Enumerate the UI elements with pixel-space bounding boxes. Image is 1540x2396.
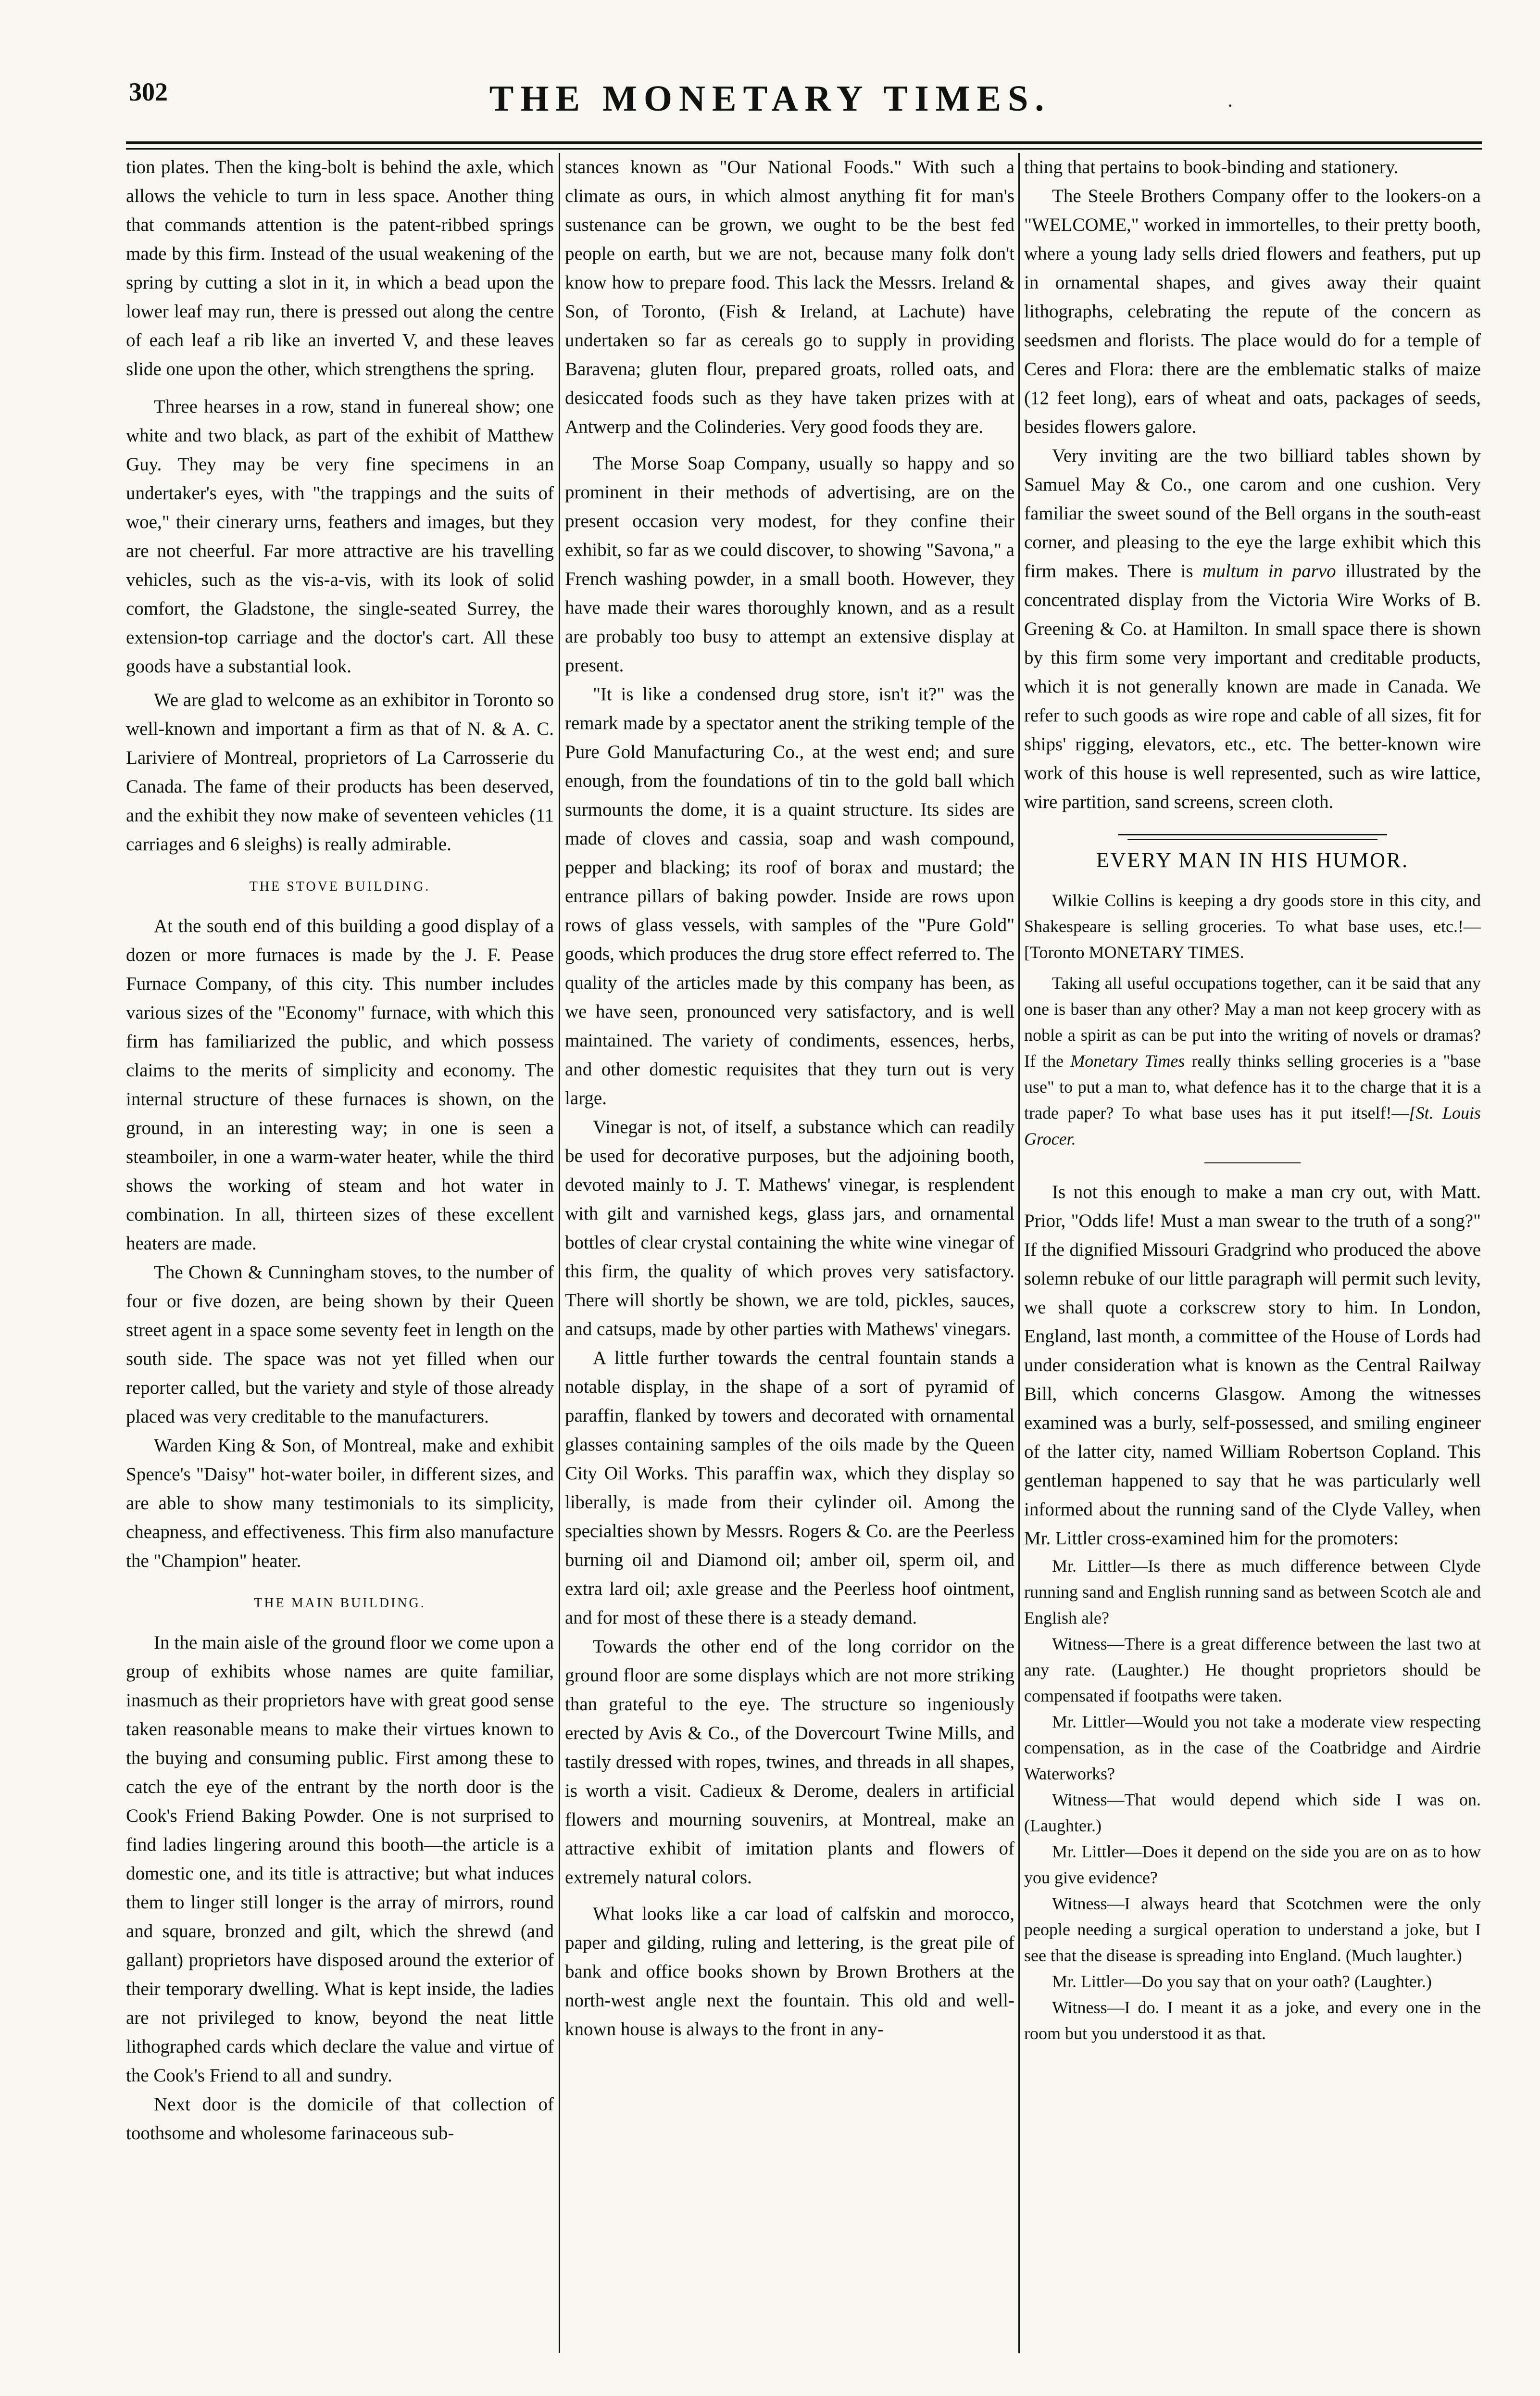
latin-phrase: multum in parvo	[1202, 561, 1336, 581]
heading-rule	[1118, 834, 1387, 835]
paragraph: tion plates. Then the king-bolt is behind the axle, which allows the vehicle to turn in less space. Another thing that commands attention is the patent-ribbed springs made by this firm. Instead of the usual weakening of the spring by cutting a slot in it, in which a bead upon the lower leaf may run, there is pressed out along the centre of each leaf a rib like an inverted V, and these leaves slide one upon the other, which strengthens the spring.	[126, 157, 554, 379]
dialogue-line: Mr. Littler—Would you not take a moderate view respecting compensation, as in the case of the Coatbridge and Airdrie Waterworks?	[1024, 1712, 1481, 1783]
dialogue-line: Witness—I do. I meant it as a joke, and every one in the room but you understood it as that.	[1024, 1998, 1481, 2043]
dialogue-line: Mr. Littler—Do you say that on your oath? (Laughter.)	[1052, 1972, 1432, 1991]
paragraph-text: Taking all useful occupations together, can it be said that any one is baser than any other? May a man not keep grocery with as noble a spirit as can be put into the writing of novels or dramas? If the	[1024, 973, 1481, 1071]
paragraph: In the main aisle of the ground floor we come upon a group of exhibits whose names are quite familiar, inasmuch as their proprietors have with great good sense taken reasonable means to make their virtues known to the buying and consuming public. First among these to catch the eye of the entrant by the north door is the Cook's Friend Baking Powder. One is not surprised to find ladies lingering around this booth—the article is a domestic one, and its title is attractive; but what induces them to linger still longer is the array of mirrors, round and square, bronzed and gilt, which the shrewd (and gallant) proprietors have disposed around the exterior of their temporary dwelling. What is kept inside, the ladies are not privileged to know, beyond the neat little lithographed cards which declare the value and virtue of the Cook's Friend to all and sundry.	[126, 1632, 554, 2086]
paragraph: Is not this enough to make a man cry out, with Matt. Prior, "Odds life! Must a man swear to the truth of a song?" If the dignified Missouri Gradgrind who produced the above solemn rebuke of our little paragraph will permit such levity, we shall quote a corkscrew story to him. In London, England, last month, a committee of the House of Lords had under consideration what is known as the Central Railway Bill, which concerns Glasgow. Among the witnesses examined was a burly, self-possessed, and smiling engineer of the latter city, named William Robertson Copland. This gentleman happened to say that he was particularly well informed about the running sand of the Clyde Valley, when Mr. Littler cross-examined him for the promoters:	[1024, 1182, 1481, 1549]
paragraph-text: illustrated by the concentrated display from the Victoria Wire Works of B. Greening & Co. at Hamilton. In small space there is shown by this firm some very important and creditable products, which it is not generally known are made in Canada. We refer to such goods as wire rope and cable of all sizes, fit for ships' rigging, elevators, etc., etc. The better-known wire work of this house is well represented, such as wire lattice, wire partition, sand screens, screen cloth.	[1024, 561, 1481, 812]
paragraph: Three hearses in a row, stand in funereal show; one white and two black, as part of the exhibit of Matthew Guy. They may be very fine specimens in an undertaker's eyes, with "the trappings and the suits of woe," their cinerary urns, feathers and images, but they are not cheerful. Far more attractive are his travelling vehicles, such as the vis-a-vis, with its look of solid comfort, the Gladstone, the single-seated Surrey, the extension-top carriage and the doctor's cart. All these goods have a substantial look.	[126, 396, 554, 677]
dialogue-line: Witness—I always heard that Scotchmen were the only people needing a surgical operation to understand a joke, but I see that the disease is spreading into England. (Much laughter.)	[1024, 1894, 1481, 1965]
paragraph: The Morse Soap Company, usually so happy and so prominent in their methods of advertising, are on the present occasion very modest, for they confine their exhibit, so far as we could discover, to showing "Savona," a French washing powder, in a small booth. However, they have made their wares thoroughly known, and as a result are probably too busy to attempt an extensive display at present.	[565, 453, 1014, 676]
column-divider	[1018, 153, 1020, 2353]
paragraph-text: really thinks selling groceries is a "base use" to put a man to, what defence has it to the charge that it is a trade paper? To what base uses has it put itself!—	[1024, 1051, 1481, 1122]
paragraph: Next door is the domicile of that collection of toothsome and wholesome farinaceous sub-	[126, 2094, 554, 2144]
paragraph: At the south end of this building a good display of a dozen or more furnaces is made by the J. F. Pease Furnace Company, of this city. This number includes various sizes of the "Economy" furnace, with which this firm has familiarized the public, and which possess claims to the merits of simplicity and economy. The internal structure of these furnaces is shown, on the ground, in an interesting way; in one is seen a steamboiler, in one a warm-water heater, while the third shows the working of steam and hot water in combination. In all, thirteen sizes of these excellent heaters are made.	[126, 916, 554, 1254]
header-rule-thick	[126, 141, 1482, 144]
column-2	[565, 153, 1014, 2356]
publication-name: Monetary Times	[1070, 1051, 1185, 1071]
column-divider	[559, 153, 560, 2353]
paragraph	[1024, 441, 1481, 817]
quoted-item: Wilkie Collins is keeping a dry goods store in this city, and Shakespeare is selling groceries. To what base uses, etc.!—[Toronto MONETARY TIMES.	[1024, 891, 1481, 962]
column-1	[126, 153, 554, 2356]
column-3	[1024, 153, 1481, 2356]
paragraph: stances known as "Our National Foods." With such a climate as ours, in which almost anything fit for man's sustenance can be grown, we ought to be the best fed people on earth, but we are not, because many folk don't know how to prepare food. This lack the Messrs. Ireland & Son, of Toronto, (Fish & Ireland, at Lachute) have undertaken so far as cereals go to supply in providing Baravena; gluten flour, prepared groats, rolled oats, and desiccated foods such as they have taken prizes with at Antwerp and the Colinderies. Very good foods they are.	[565, 157, 1014, 437]
masthead-title: THE MONETARY TIMES.	[489, 78, 1051, 119]
separator-rule	[1204, 1162, 1301, 1163]
paragraph: thing that pertains to book-binding and stationery.	[1024, 157, 1399, 177]
column-heading: EVERY MAN IN HIS HUMOR.	[1096, 848, 1409, 872]
paragraph: The Chown & Cunningham stoves, to the number of four or five dozen, are being shown by their Queen street agent in a space some seventy feet in length on the south side. The space was not yet filled when our reporter called, but the variety and style of those already placed was very creditable to the manufacturers.	[126, 1262, 554, 1427]
page-number: 302	[129, 77, 168, 106]
section-subheading: THE MAIN BUILDING.	[254, 1596, 426, 1611]
quoted-item	[1024, 970, 1481, 1152]
printer-mark: ·	[1227, 95, 1234, 116]
paragraph: Towards the other end of the long corridor on the ground floor are some displays which are not more striking than grateful to the eye. The structure so ingeniously erected by Avis & Co., of the Dovercourt Twine Mills, and tastily dressed with ropes, twines, and threads in all shapes, is worth a visit. Cadieux & Derome, dealers in artificial flowers and mourning souvenirs, at Montreal, make an attractive exhibit of imitation plants and flowers of extremely natural colors.	[565, 1636, 1014, 1888]
dialogue-line: Mr. Littler—Does it depend on the side you are on as to how you give evidence?	[1024, 1842, 1481, 1887]
section-subheading: THE STOVE BUILDING.	[249, 879, 431, 894]
paragraph: A little further towards the central fountain stands a notable display, in the shape of a sort of pyramid of paraffin, flanked by towers and decorated with ornamental glasses containing samples of the oils made by the Queen City Oil Works. This paraffin wax, which they display so liberally, is made from their cylinder oil. Among the specialties shown by Messrs. Rogers & Co. are the Peerless burning oil and Diamond oil; amber oil, sperm oil, and extra lard oil; axle grease and the Peerless hoof ointment, and for most of these there is a steady demand.	[565, 1348, 1014, 1628]
paragraph: What looks like a car load of calfskin and morocco, paper and gilding, ruling and lettering, is the great pile of bank and office books shown by Brown Brothers at the north-west angle next the fountain. This old and well-known house is always to the front in any-	[565, 1904, 1014, 2040]
heading-rule	[1127, 839, 1377, 840]
dialogue-line: Witness—That would depend which side I was on. (Laughter.)	[1024, 1790, 1481, 1835]
paragraph: Warden King & Son, of Montreal, make and exhibit Spence's "Daisy" hot-water boiler, in different sizes, and are able to show many testimonials to its simplicity, cheapness, and effectiveness. This firm also manufacture the "Champion" heater.	[126, 1435, 554, 1571]
dialogue-line: Witness—There is a great difference between the last two at any rate. (Laughter.) He thought proprietors should be compensated if footpaths were taken.	[1024, 1634, 1481, 1705]
paragraph-text: Very inviting are the two billiard tables shown by Samuel May & Co., one carom and one cushion. Very familiar the sweet sound of the Bell organs in the south-east corner, and pleasing to the eye the large exhibit which this firm makes. There is	[1024, 445, 1481, 581]
paragraph: The Steele Brothers Company offer to the lookers-on a "WELCOME," worked in immortelles, to their pretty booth, where a young lady sells dried flowers and feathers, put up in ornamental shapes, and gives away their quaint lithographs, celebrating the repute of the concern as seedsmen and florists. The place would do for a temple of Ceres and Flora: there are the emblematic stalks of maize (12 feet long), ears of wheat and oats, packages of seeds, besides flowers galore.	[1024, 186, 1481, 437]
source-citation: [St. Louis Grocer.	[1024, 1103, 1481, 1148]
paragraph: Vinegar is not, of itself, a substance which can readily be used for decorative purposes, but the adjoining booth, devoted mainly to J. T. Mathews' vinegar, is resplendent with gilt and varnished kegs, glass jars, and ornamental bottles of clear crystal containing the white wine vinegar of this firm, the quality of which proves very satisfactory. There will shortly be shown, we are told, pickles, sauces, and catsups, made by other parties with Mathews' vinegars.	[565, 1117, 1014, 1339]
header-rule-thin	[126, 148, 1482, 150]
dialogue-line: Mr. Littler—Is there as much difference between Clyde running sand and English running sand as between Scotch ale and English ale?	[1024, 1556, 1481, 1627]
paragraph: We are glad to welcome as an exhibitor in Toronto so well-known and important a firm as that of N. & A. C. Lariviere of Montreal, proprietors of La Carrosserie du Canada. The fame of their products has been deserved, and the exhibit they now make of seventeen vehicles (11 carriages and 6 sleighs) is really admirable.	[126, 690, 554, 855]
paragraph: "It is like a condensed drug store, isn't it?" was the remark made by a spectator anent the striking temple of the Pure Gold Manufacturing Co., at the west end; and sure enough, from the foundations of tin to the gold ball which surmounts the dome, it is a quaint structure. Its sides are made of cloves and cassia, soap and wash compound, pepper and blacking; its roof of borax and mustard; the entrance pillars of baking powder. Inside are rows upon rows of glass vessels, with samples of the "Pure Gold" goods, which produces the drug store effect referred to. The quality of the articles made by this company has been, as we have seen, pronounced very satisfactory, and is well maintained. The variety of condiments, essences, herbs, and other domestic requisites that they turn out is very large.	[565, 684, 1014, 1109]
